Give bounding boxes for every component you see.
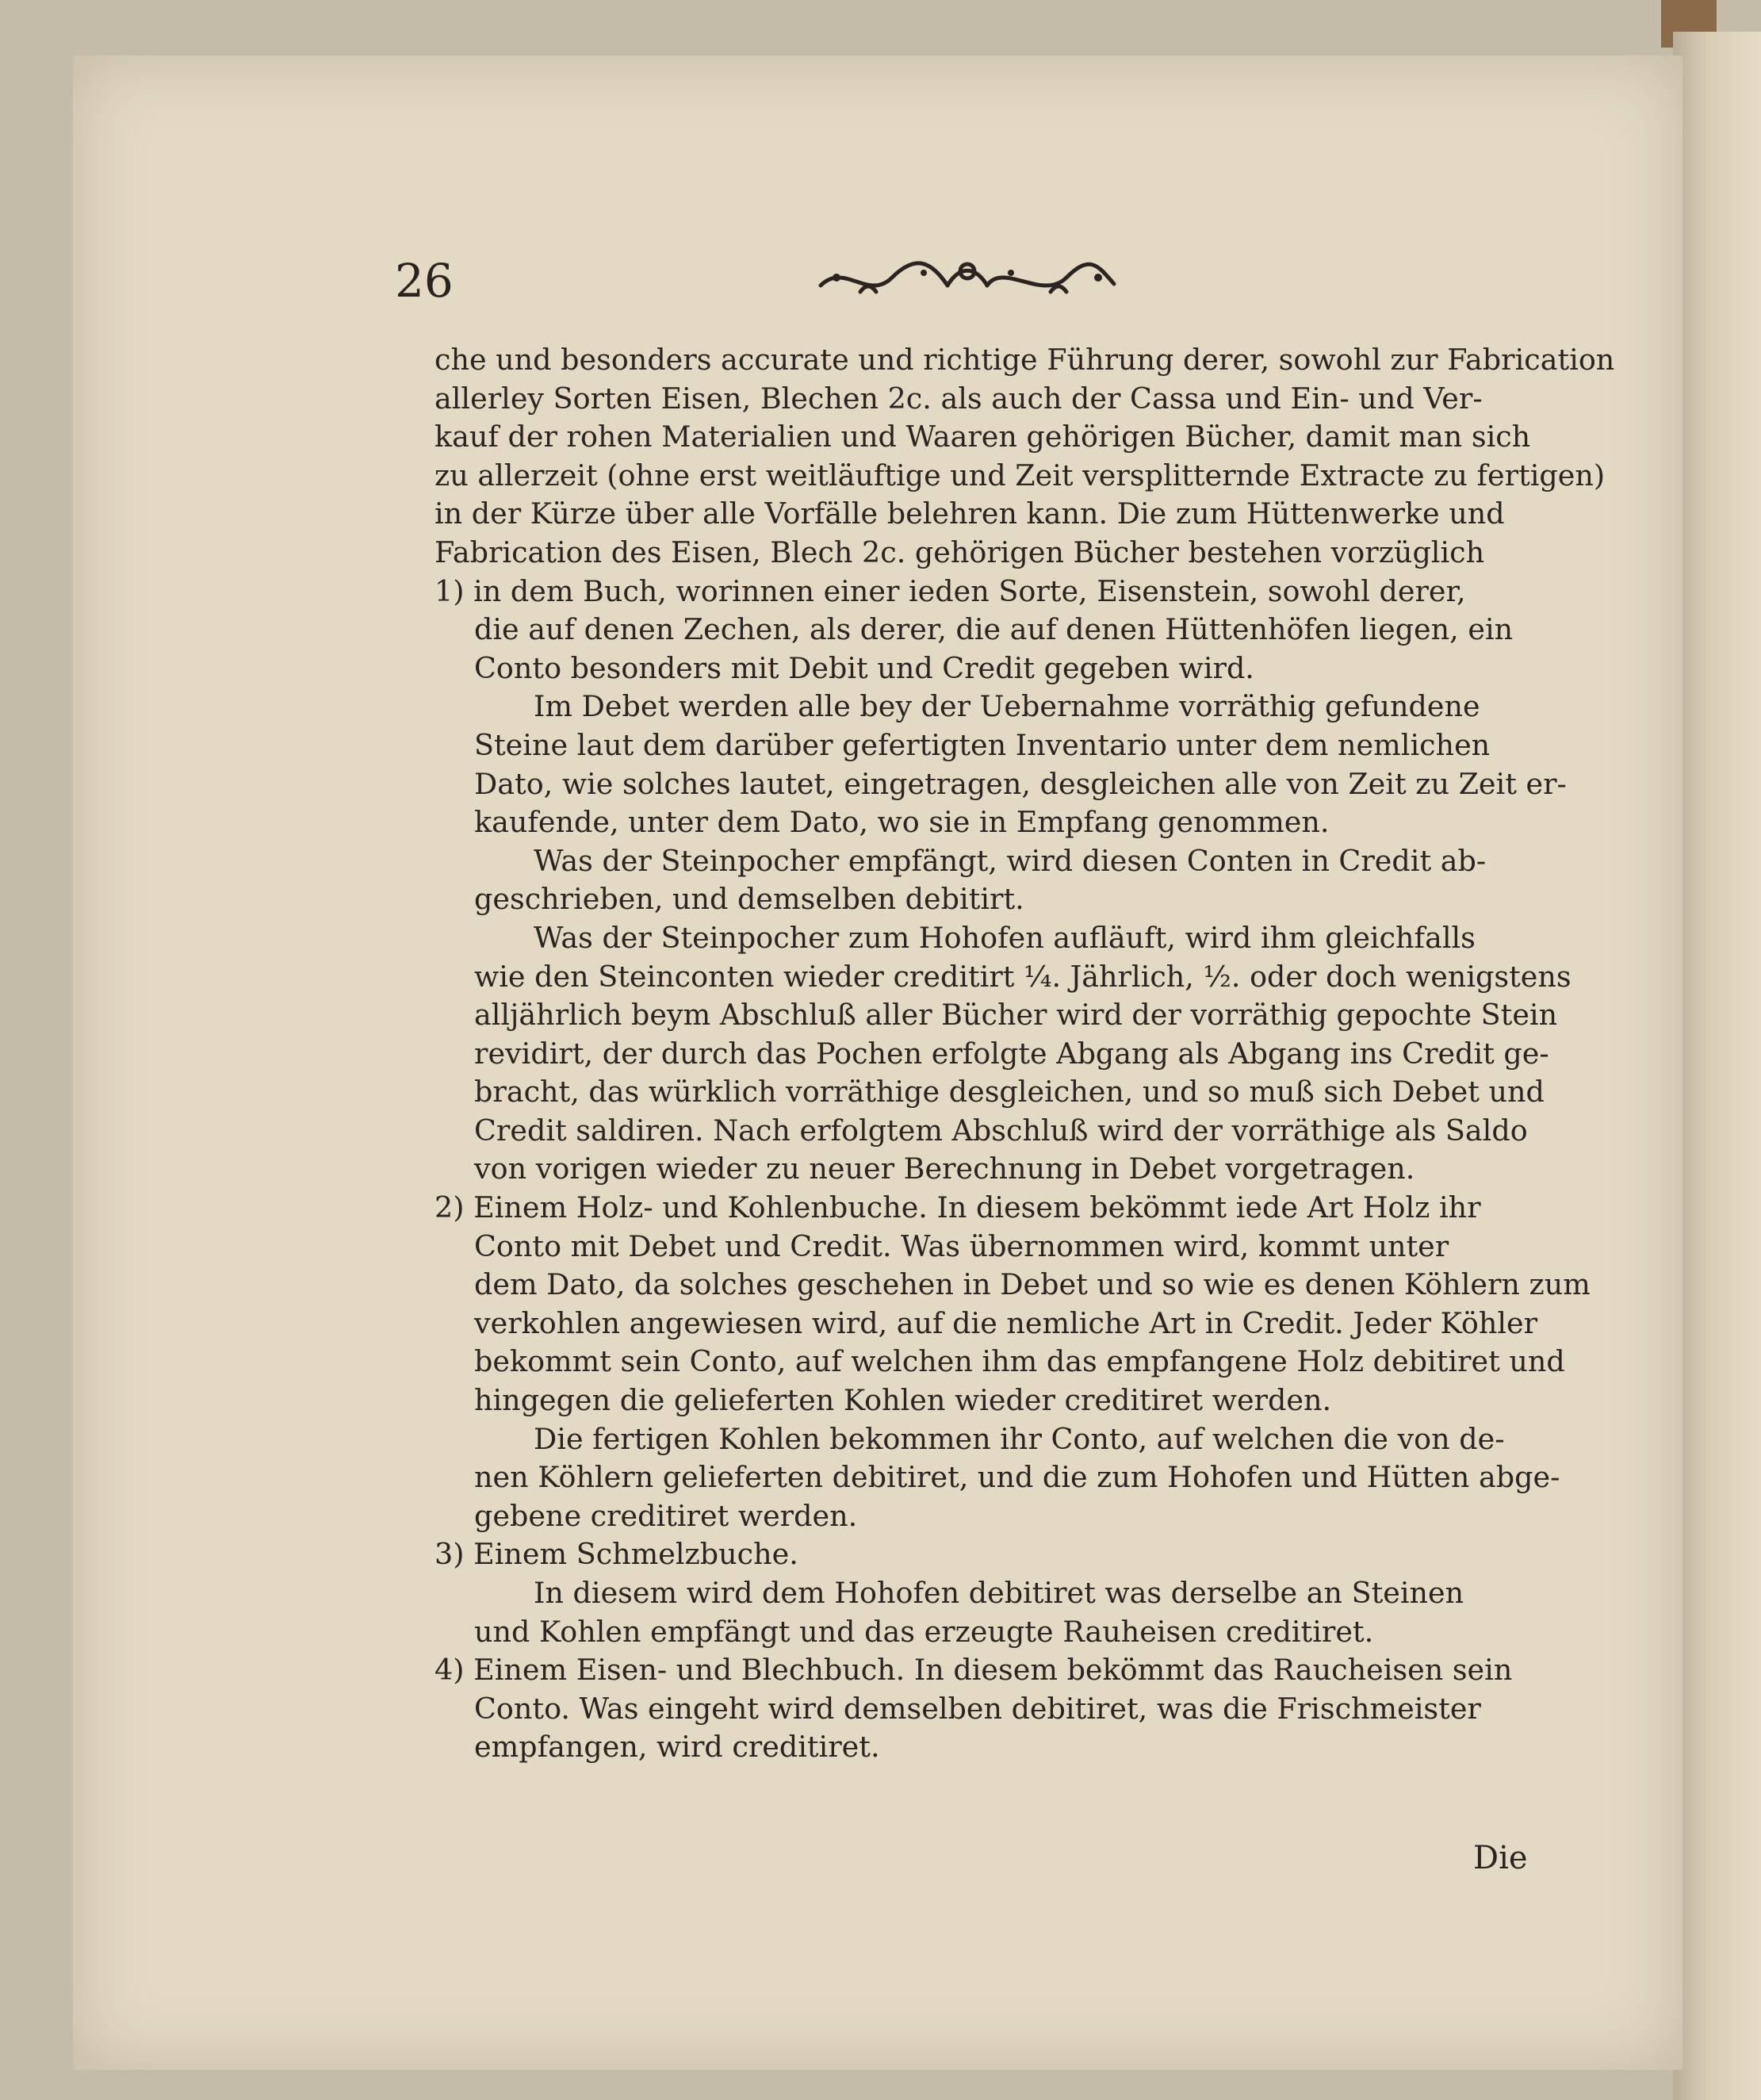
text-line: Conto mit Debet und Credit. Was übernommen wird, kommt unter	[474, 1228, 1449, 1263]
numbered-item-line: 1) in dem Buch, worinnen einer ieden Sorte, Eisenstein, sowohl derer,	[435, 573, 1466, 608]
text-line: Credit saldiren. Nach erfolgtem Abschluß wird der vorräthige als Saldo	[474, 1113, 1528, 1148]
numbered-item-line: 2) Einem Holz- und Kohlenbuche. In diesem bekömmt iede Art Holz ihr	[435, 1190, 1481, 1225]
text-line: wie den Steinconten wieder creditirt ¼. Jährlich, ½. oder doch wenigstens	[474, 959, 1572, 994]
text-line: von vorigen wieder zu neuer Berechnung in Debet vorgetragen.	[474, 1152, 1415, 1186]
text-line: dem Dato, da solches geschehen in Debet und so wie es denen Köhlern zum	[474, 1267, 1591, 1302]
page-number: 26	[395, 254, 454, 308]
text-line: kauf der rohen Materialien und Waaren gehörigen Bücher, damit man sich	[435, 420, 1531, 454]
text-line: verkohlen angewiesen wird, auf die nemliche Art in Credit. Jeder Köhler	[474, 1305, 1538, 1340]
text-line: geschrieben, und demselben debitirt.	[474, 882, 1024, 917]
paragraph-start-line: In diesem wird dem Hohofen debitiret was derselbe an Steinen	[534, 1576, 1464, 1610]
paragraph-start-line: Die fertigen Kohlen bekommen ihr Conto, auf welchen die von de-	[534, 1421, 1505, 1456]
paragraph-start-line: Im Debet werden alle bey der Uebernahme vorräthig gefundene	[534, 689, 1480, 724]
text-line: zu allerzeit (ohne erst weitläuftige und Zeit versplitternde Extracte zu fertigen)	[435, 458, 1606, 492]
paragraph-start-line: Was der Steinpocher empfängt, wird diesen Conten in Credit ab-	[534, 843, 1487, 878]
text-line: Fabrication des Eisen, Blech 2c. gehörigen Bücher bestehen vorzüglich	[435, 535, 1485, 569]
text-line: die auf denen Zechen, als derer, die auf denen Hüttenhöfen liegen, ein	[474, 612, 1514, 647]
text-line: revidirt, der durch das Pochen erfolgte Abgang als Abgang ins Credit ge-	[474, 1036, 1549, 1071]
text-line: nen Köhlern gelieferten debitiret, und die zum Hohofen und Hütten abge-	[474, 1460, 1560, 1495]
catchword: Die	[1473, 1840, 1528, 1876]
text-line: allerley Sorten Eisen, Blechen 2c. als auch der Cassa und Ein- und Ver-	[435, 381, 1483, 416]
text-line: Conto. Was eingeht wird demselben debitiret, was die Frischmeister	[474, 1691, 1481, 1726]
text-line: bracht, das würklich vorräthige desgleichen, und so muß sich Debet und	[474, 1075, 1545, 1109]
text-line: gebene creditiret werden.	[474, 1498, 858, 1533]
numbered-item-line: 3) Einem Schmelzbuche.	[435, 1537, 798, 1572]
decorative-flourish-icon	[813, 254, 1122, 305]
text-line: bekommt sein Conto, auf welchen ihm das empfangene Holz debitiret und	[474, 1344, 1565, 1379]
text-line: empfangen, wird creditiret.	[474, 1730, 880, 1765]
text-line: Dato, wie solches lautet, eingetragen, desgleichen alle von Zeit zu Zeit er-	[474, 766, 1567, 801]
text-line: alljährlich beym Abschluß aller Bücher wird der vorräthig gepochte Stein	[474, 998, 1558, 1033]
text-line: Conto besonders mit Debit und Credit gegeben wird.	[474, 650, 1254, 685]
text-line: kaufende, unter dem Dato, wo sie in Empfang genommen.	[474, 805, 1330, 840]
text-line: in der Kürze über alle Vorfälle belehren kann. Die zum Hüttenwerke und	[435, 496, 1505, 531]
text-line: hingegen die gelieferten Kohlen wieder creditiret werden.	[474, 1383, 1332, 1418]
body-text	[435, 341, 1615, 1767]
facing-page-edge	[1673, 32, 1761, 2100]
text-line: che und besonders accurate und richtige Führung derer, sowohl zur Fabrication	[435, 343, 1615, 377]
numbered-item-line: 4) Einem Eisen- und Blechbuch. In diesem bekömmt das Raucheisen sein	[435, 1653, 1513, 1688]
text-line: Steine laut dem darüber gefertigten Inventario unter dem nemlichen	[474, 727, 1491, 762]
paragraph-start-line: Was der Steinpocher zum Hohofen aufläuft, wird ihm gleichfalls	[534, 920, 1476, 955]
text-line: und Kohlen empfängt und das erzeugte Rauheisen creditiret.	[474, 1614, 1374, 1649]
